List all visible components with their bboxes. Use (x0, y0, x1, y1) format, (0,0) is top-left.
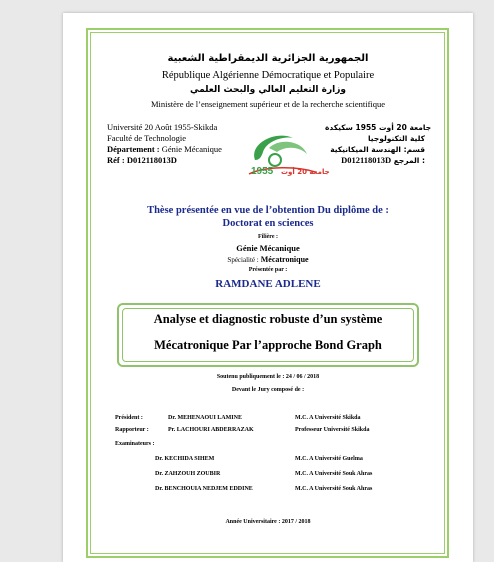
thesis-line-1: Thèse présentée en vue de l’obtention Du diplôme de : (147, 205, 389, 216)
department-ar: قسم: الهندسة الميكانيكية (330, 145, 425, 154)
university-logo (245, 130, 330, 182)
jury-rank: Professeur Université Skikda (295, 427, 370, 433)
university-name: Université 20 Août 1955-Skikda (107, 122, 218, 132)
logo-year: 1955 (251, 166, 274, 177)
logo-light-swirl (269, 142, 307, 154)
jury-rank: M.C. A Université Guelma (295, 456, 363, 462)
filiere-value: Génie Mécanique (236, 243, 300, 253)
arabic-republic: الجمهورية الجزائرية الديمقراطية الشعبية (167, 53, 369, 64)
faculty-name: Faculté de Technologie (107, 133, 187, 143)
jury-role: Président : (115, 415, 143, 421)
jury-name: Dr. MEHENAOUI LAMINE (168, 415, 242, 421)
republic-name: République Algérienne Démocratique et Populaire (161, 70, 375, 81)
filiere-label: Filière : (257, 234, 279, 240)
author-name: RAMDANE ADLENE (215, 278, 321, 290)
jury-intro: Devant le Jury composé de : (231, 387, 305, 393)
ministry-name: Ministère de l’enseignement supérieur et de la recherche scientifique (150, 99, 386, 109)
speciality-line: Spécialité : Mécatronique (227, 255, 309, 264)
page-border-inner (90, 32, 445, 554)
jury-rank: M.C. A Université Souk Ahras (295, 471, 373, 477)
document-page (63, 13, 473, 562)
university-name-ar: جامعة 20 أوت 1955 سكيكدة (325, 123, 432, 132)
defense-date: Soutenu publiquement le : 24 / 06 / 2018 (216, 374, 320, 380)
department-line: Département : Génie Mécanique (107, 144, 222, 154)
arabic-ministry: وزارة التعليم العالي والبحث العلمي (189, 85, 347, 95)
academic-year: Année Universitaire : 2017 / 2018 (225, 519, 311, 525)
thesis-title-line-2: Mécatronique Par l’approche Bond Graph (154, 338, 382, 352)
jury-rank: M.C. A Université Skikda (295, 415, 361, 421)
jury-name: Dr. KECHIDA SIHEM (155, 456, 215, 462)
jury-name: Pr. LACHOURI ABDERRAZAK (168, 427, 254, 433)
examiners-label: Examinateurs : (115, 441, 155, 447)
jury-name: Dr. BENCHOUIA NEDJEM EDDINE (155, 486, 253, 492)
jury-name: Dr. ZAHZOUH ZOUBIR (155, 471, 221, 477)
thesis-title-box (117, 303, 419, 367)
thesis-line-2: Doctorat en sciences (222, 218, 314, 229)
university-info-fr (107, 122, 222, 166)
reference-ar: D012118013D المرجع : (341, 155, 425, 165)
jury-rank: M.C. A Université Souk Ahras (295, 486, 373, 492)
jury-role: Rapporteur : (115, 427, 149, 433)
logo-circle (269, 154, 281, 166)
presented-by: Présentée par : (248, 267, 288, 273)
thesis-title-line-1: Analyse et diagnostic robuste d’un système (153, 312, 383, 326)
reference-line: Réf : D012118013D (107, 155, 177, 165)
faculty-name-ar: كلية التكنولوجيا (367, 134, 425, 143)
university-info-ar (325, 122, 432, 166)
logo-arabic: جامعة 20 أوت (281, 168, 330, 176)
